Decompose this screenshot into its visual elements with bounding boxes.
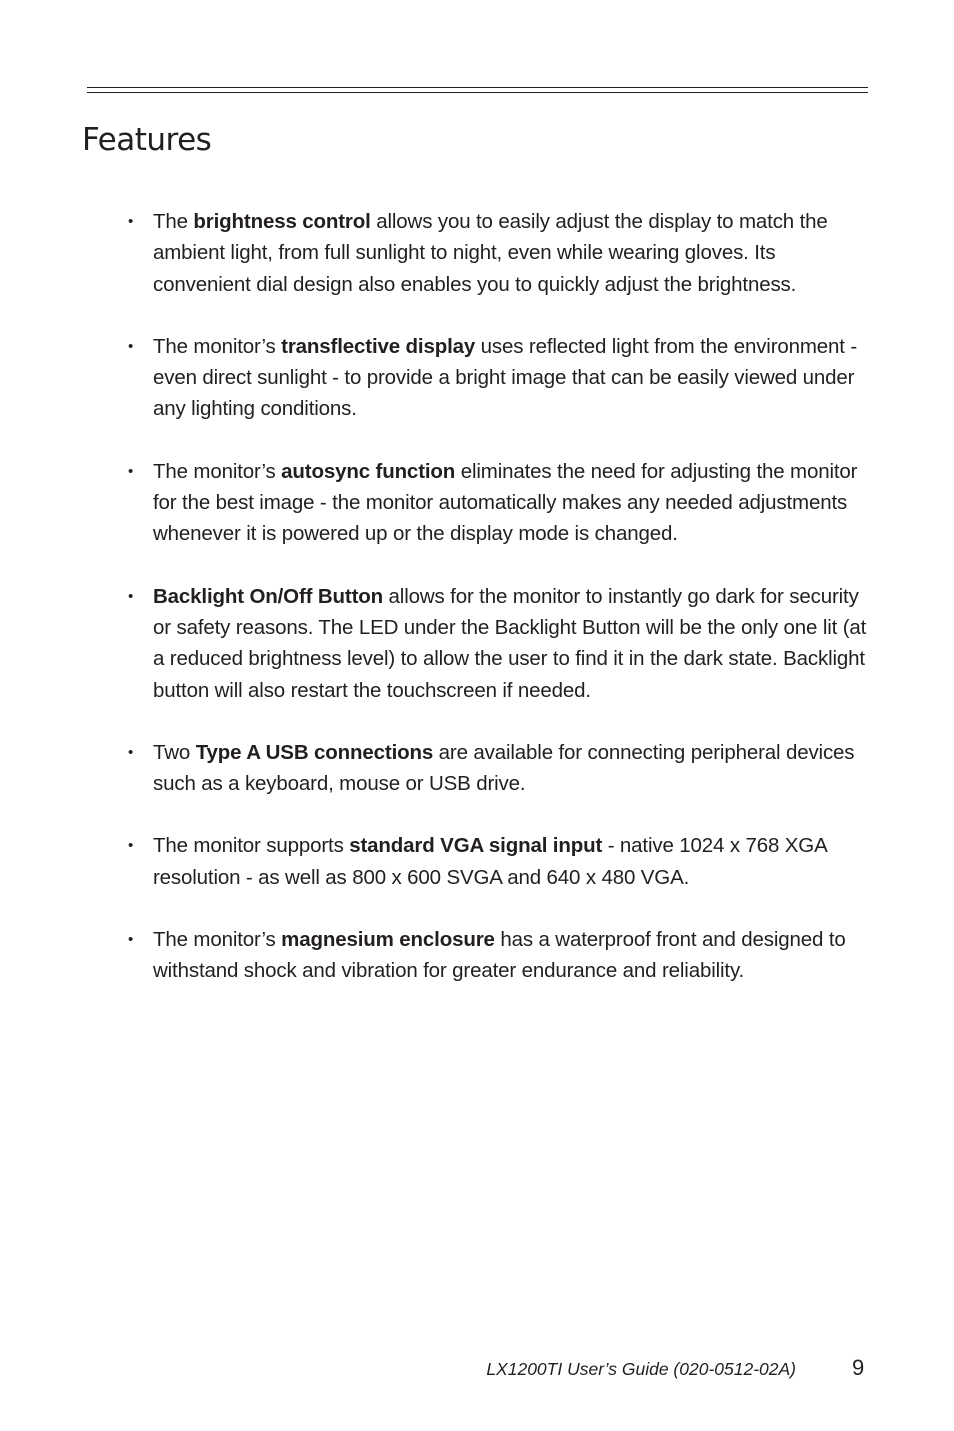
- bullet: •: [128, 462, 134, 480]
- footer-guide-title: LX1200TI User’s Guide (020-0512-02A): [486, 1359, 796, 1379]
- header-rule-bottom: [87, 92, 868, 93]
- feature-term: Type A USB connections: [195, 740, 434, 764]
- bullet: •: [128, 213, 134, 230]
- feature-item-enclosure: • The monitor’s magnesium enclosure has a waterproof front and designed to withstand shock and vibration for greater endurance and reliability.: [126, 924, 876, 987]
- page-number: 9: [852, 1355, 865, 1380]
- bullet: •: [128, 837, 134, 855]
- feature-item-autosync: • The monitor’s autosync function eliminates the need for adjusting the monitor for the best image - the monitor automatically makes any needed adjustments whenever it is powered up or the display mode is changed.: [126, 456, 876, 550]
- feature-item-brightness: • The brightness control allows you to easily adjust the display to match the ambient light, from full sunlight to night, even while wearing gloves. Its convenient dial design also enables you to quickly adjust the brightness.: [126, 206, 876, 300]
- feature-item-transflective: • The monitor’s transflective display uses reflected light from the environment - even direct sunlight - to provide a bright image that can be easily viewed under any lighting conditions.: [126, 331, 876, 425]
- bullet: •: [128, 337, 134, 355]
- feature-term: transflective display: [281, 334, 476, 358]
- feature-item-backlight: • Backlight On/Off Button allows for the monitor to instantly go dark for security or safety reasons. The LED under the Backlight Button will be the only one lit (at a reduced brightness level) to allow the user to find it in the dark state. Backlight button will also restart the touchscreen if needed.: [126, 581, 876, 706]
- page-title: Features: [82, 122, 212, 158]
- bullet: •: [128, 587, 134, 605]
- feature-term: magnesium enclosure: [281, 928, 495, 952]
- feature-term: Backlight On/Off Button: [153, 584, 383, 608]
- feature-item-usb: • Two Type A USB connections are available for connecting peripheral devices such as a keyboard, mouse or USB drive.: [126, 737, 876, 800]
- feature-term: standard VGA signal input: [349, 834, 603, 858]
- feature-term: brightness control: [193, 210, 371, 233]
- header-rule-top: [87, 87, 868, 88]
- feature-term: autosync function: [281, 459, 456, 483]
- feature-item-vga: • The monitor supports standard VGA signal input - native 1024 x 768 XGA resolution - as well as 800 x 600 SVGA and 640 x 480 VGA.: [126, 830, 876, 893]
- features-list: [126, 206, 876, 1018]
- bullet: •: [128, 743, 134, 761]
- bullet: •: [128, 931, 134, 949]
